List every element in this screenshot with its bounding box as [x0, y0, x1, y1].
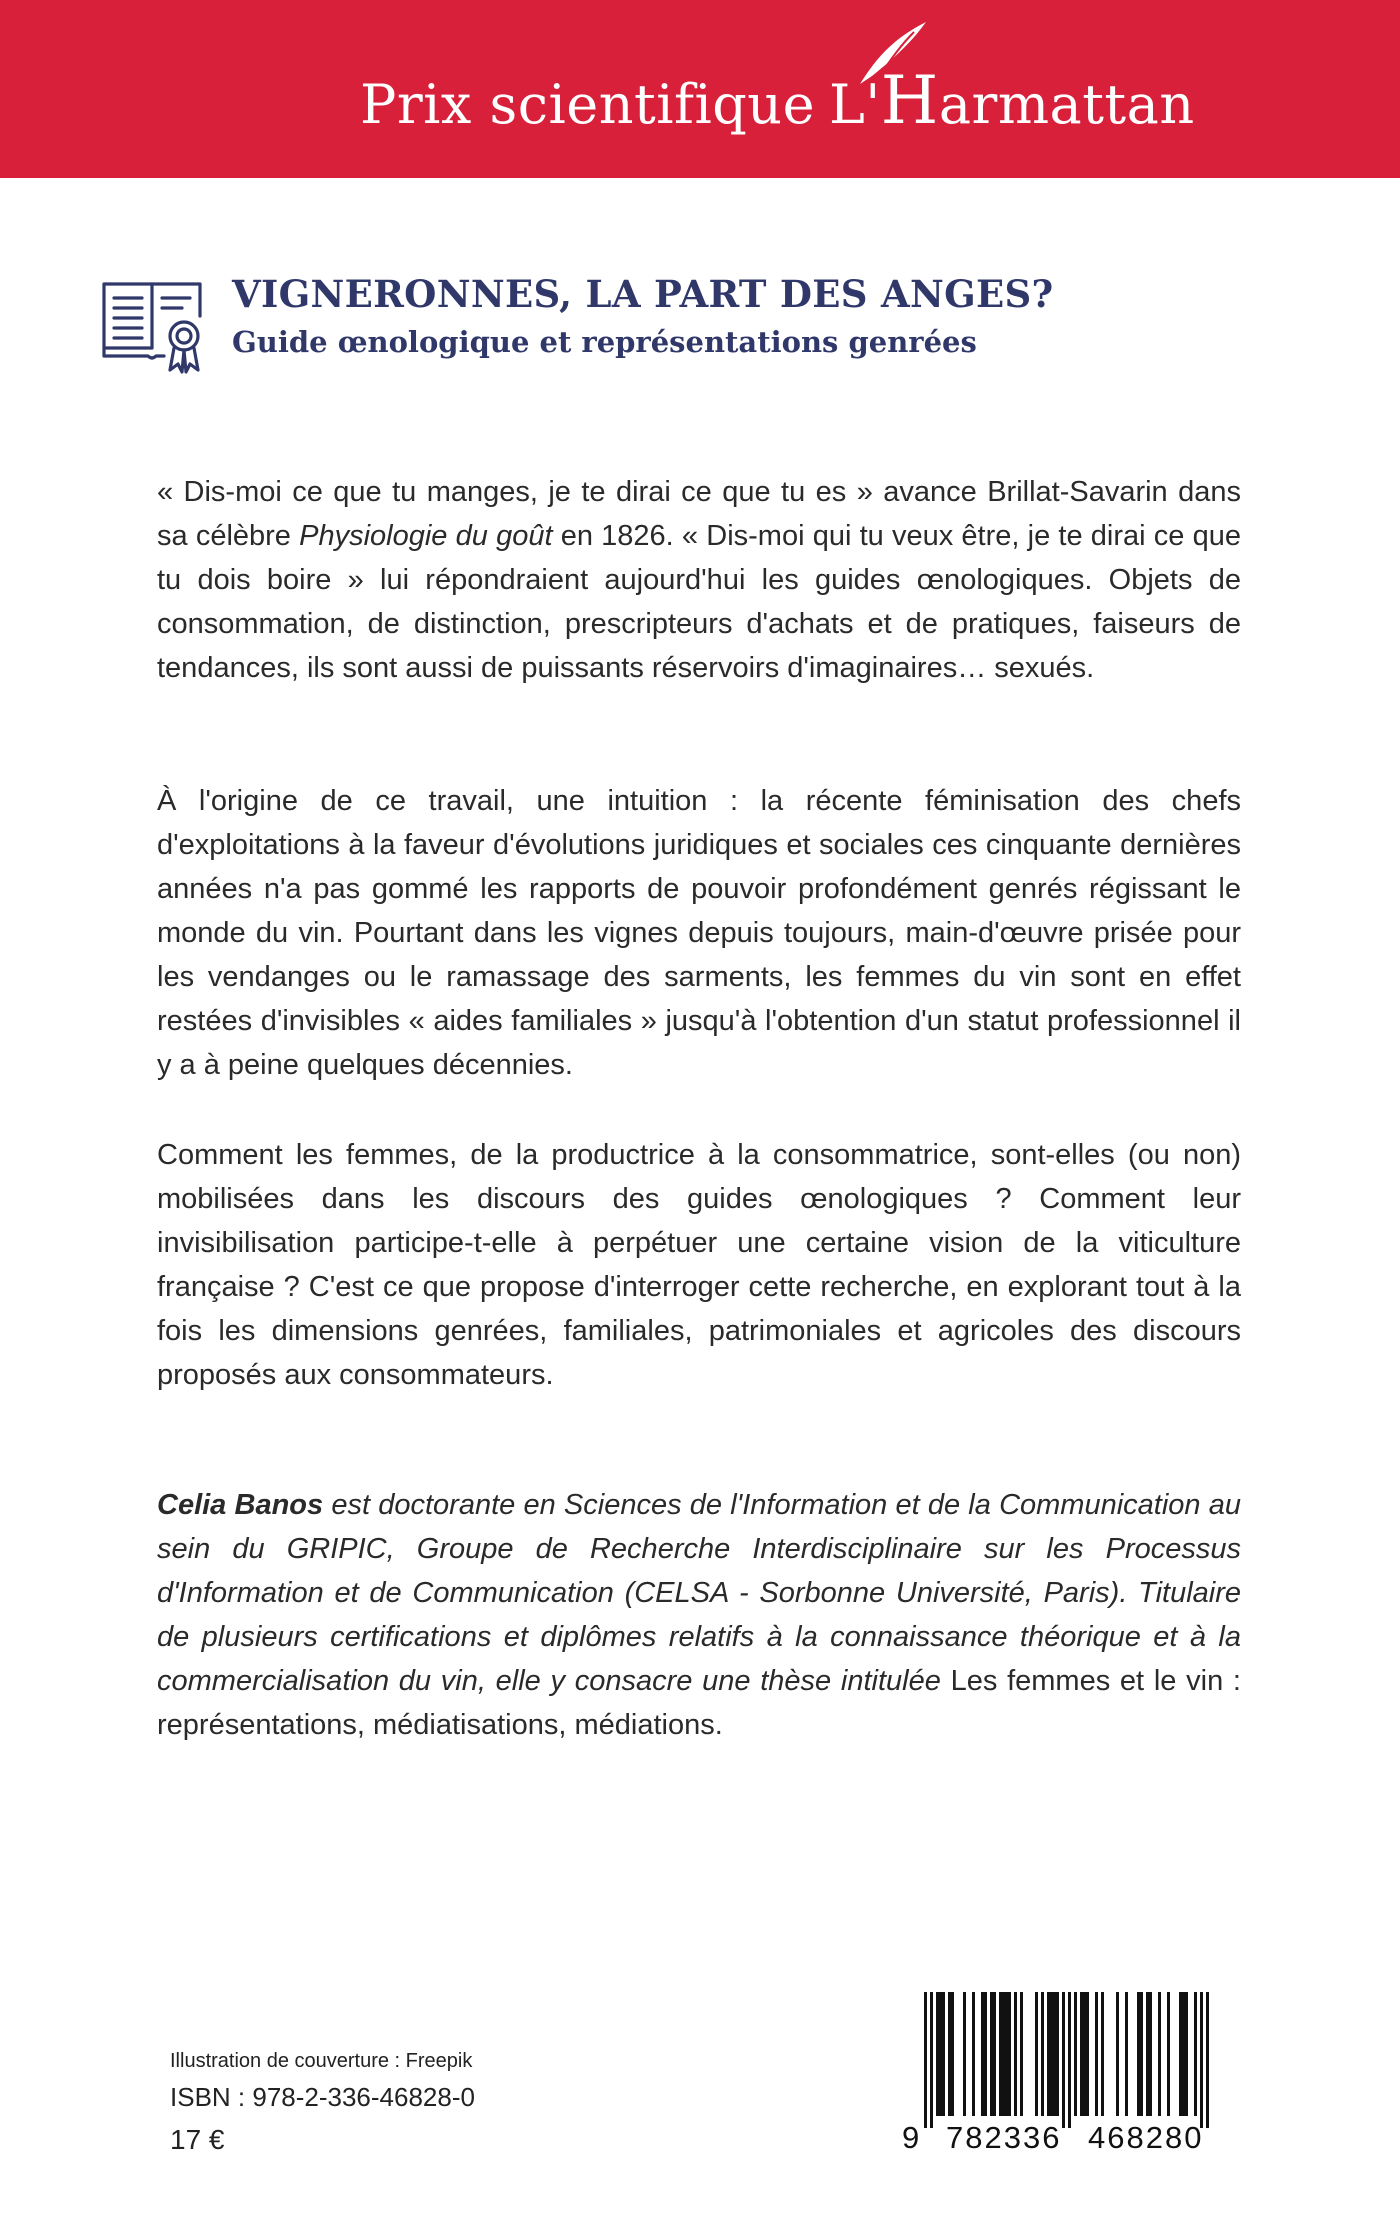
author-name: Celia Banos	[157, 1489, 324, 1521]
barcode-bar	[1185, 1992, 1188, 2116]
barcode-bar	[1140, 1992, 1143, 2116]
barcode-bar	[1137, 1992, 1140, 2116]
barcode-digits-right: 468280	[1088, 2120, 1204, 2155]
barcode-bar	[1086, 1992, 1089, 2116]
barcode-bar	[1020, 1992, 1023, 2116]
barcode-bar	[1194, 1992, 1197, 2116]
barcode-bar	[924, 1992, 927, 2128]
barcode-digits-left: 782336	[946, 2120, 1062, 2155]
barcode-bar	[1182, 1992, 1185, 2116]
blurb-paragraph-1: « Dis-moi ce que tu manges, je te dirai ce que tu es » avance Brillat-Savarin dans sa célèbre Physiologie du goût en 1826. « Dis-moi qui tu veux être, je te dirai ce que tu dois boire » lui répondraient aujourd'hui les guides œnologiques. Objets de consommation, de distinction, prescripteurs d'achats et de pratiques, faiseurs de tendances, ils sont aussi de puissants réservoirs d'imaginaires… sexués.	[157, 476, 1241, 684]
barcode-bar	[948, 1992, 951, 2116]
blurb-paragraph-3: Comment les femmes, de la productrice à la consommatrice, sont-elles (ou non) mobilisées dans les discours des guides œnologiques ? Comment leur invisibilisation participe-t-elle à perpétuer une certaine vision de la viticulture française ? C'est ce que propose d'interroger cette recherche, en explorant tout à la fois les dimensions genrées, familiales, patrimoniales et agricoles des discours proposés aux consommateurs.	[157, 1139, 1241, 1391]
thesis-title: Les femmes et le vin : représentations, médiatisations, médiations.	[157, 1665, 1241, 1741]
barcode-bar	[1068, 1992, 1071, 2128]
barcode-bar	[1200, 1992, 1203, 2128]
barcode-bar	[1101, 1992, 1104, 2116]
barcode-digit-first: 9	[902, 2120, 920, 2155]
barcode-bar	[1002, 1992, 1005, 2116]
barcode-bar	[981, 1992, 984, 2116]
barcode-bar	[1158, 1992, 1161, 2116]
barcode-bar	[1008, 1992, 1011, 2116]
barcode-bar	[1206, 1992, 1209, 2128]
barcode-bar	[1014, 1992, 1017, 2116]
barcode-bar	[999, 1992, 1002, 2116]
barcode-bar	[930, 1992, 933, 2128]
barcode-bar	[1050, 1992, 1053, 2116]
barcode-bar	[984, 1992, 987, 2116]
barcode-bar	[1149, 1992, 1152, 2116]
author-bio: Celia Banos est doctorante en Sciences de l'Information et de la Communication au sein du GRIPIC, Groupe de Recherche Interdisciplinaire sur les Processus d'Information et de Communication (CELSA - Sorbonne Université, Paris). Titulaire de plusieurs certifications et diplômes relatifs à la connaissance théorique et à la commercialisation du vin, elle y consacre une thèse intitulée Les femmes et le vin : représentations, médiatisations, médiations.	[157, 1489, 1241, 1741]
barcode-bar	[939, 1992, 942, 2116]
barcode-bar	[1167, 1992, 1170, 2116]
barcode-bar	[1116, 1992, 1119, 2116]
barcode-bar	[1053, 1992, 1056, 2116]
barcode-bar	[972, 1992, 975, 2116]
book-title: VIGNERONNES, LA PART DES ANGES?	[232, 272, 1054, 316]
isbn: ISBN : 978-2-336-46828-0	[170, 2082, 475, 2112]
barcode-bar	[1074, 1992, 1077, 2116]
barcode-bar	[963, 1992, 966, 2116]
barcode-bar	[936, 1992, 939, 2116]
barcode-bar	[1146, 1992, 1149, 2116]
blurb-paragraph-2: À l'origine de ce travail, une intuition : la récente féminisation des chefs d'exploitations à la faveur d'évolutions juridiques et sociales ces cinquante dernières années n'a pas gommé les rapports de pouvoir profondément genrés régissant le monde du vin. Pourtant dans les vignes depuis toujours, main-d'œuvre prisée pour les vendanges ou le ramassage des sarments, les femmes du vin sont en effet restées d'invisibles « aides familiales » jusqu'à l'obtention d'un statut professionnel il y a à peine quelques décennies.	[157, 785, 1241, 1081]
barcode-bar	[1005, 1992, 1008, 2116]
barcode-digits	[898, 2120, 1233, 2160]
barcode-bar	[1080, 1992, 1083, 2116]
barcode-bar	[1125, 1992, 1128, 2116]
barcode-bar	[990, 1992, 993, 2116]
banner-title	[360, 62, 1195, 139]
barcode-bar	[1041, 1992, 1044, 2116]
header-banner	[0, 0, 1400, 178]
book-subtitle: Guide œnologique et représentations genrées	[232, 325, 977, 359]
barcode-bar	[951, 1992, 954, 2116]
price: 17 €	[170, 2124, 225, 2155]
series-label: Prix scientifique	[360, 73, 816, 136]
feather-icon	[852, 18, 932, 88]
ean13-barcode	[898, 1988, 1233, 2128]
barcode-bar	[942, 1992, 945, 2116]
barcode-bar	[1047, 1992, 1050, 2116]
illustration-credit: Illustration de couverture : Freepik	[170, 2050, 473, 2072]
barcode-bar	[1095, 1992, 1098, 2116]
barcode-bar	[1083, 1992, 1086, 2116]
barcode-bar	[1035, 1992, 1038, 2116]
barcode-bar	[1062, 1992, 1065, 2128]
barcode-bar	[993, 1992, 996, 2116]
book-certificate-icon	[100, 270, 210, 380]
barcode	[898, 1988, 1233, 2166]
barcode-bar	[1056, 1992, 1059, 2116]
publisher-logo: L'Harmattan	[829, 62, 1195, 139]
barcode-bar	[1179, 1992, 1182, 2116]
